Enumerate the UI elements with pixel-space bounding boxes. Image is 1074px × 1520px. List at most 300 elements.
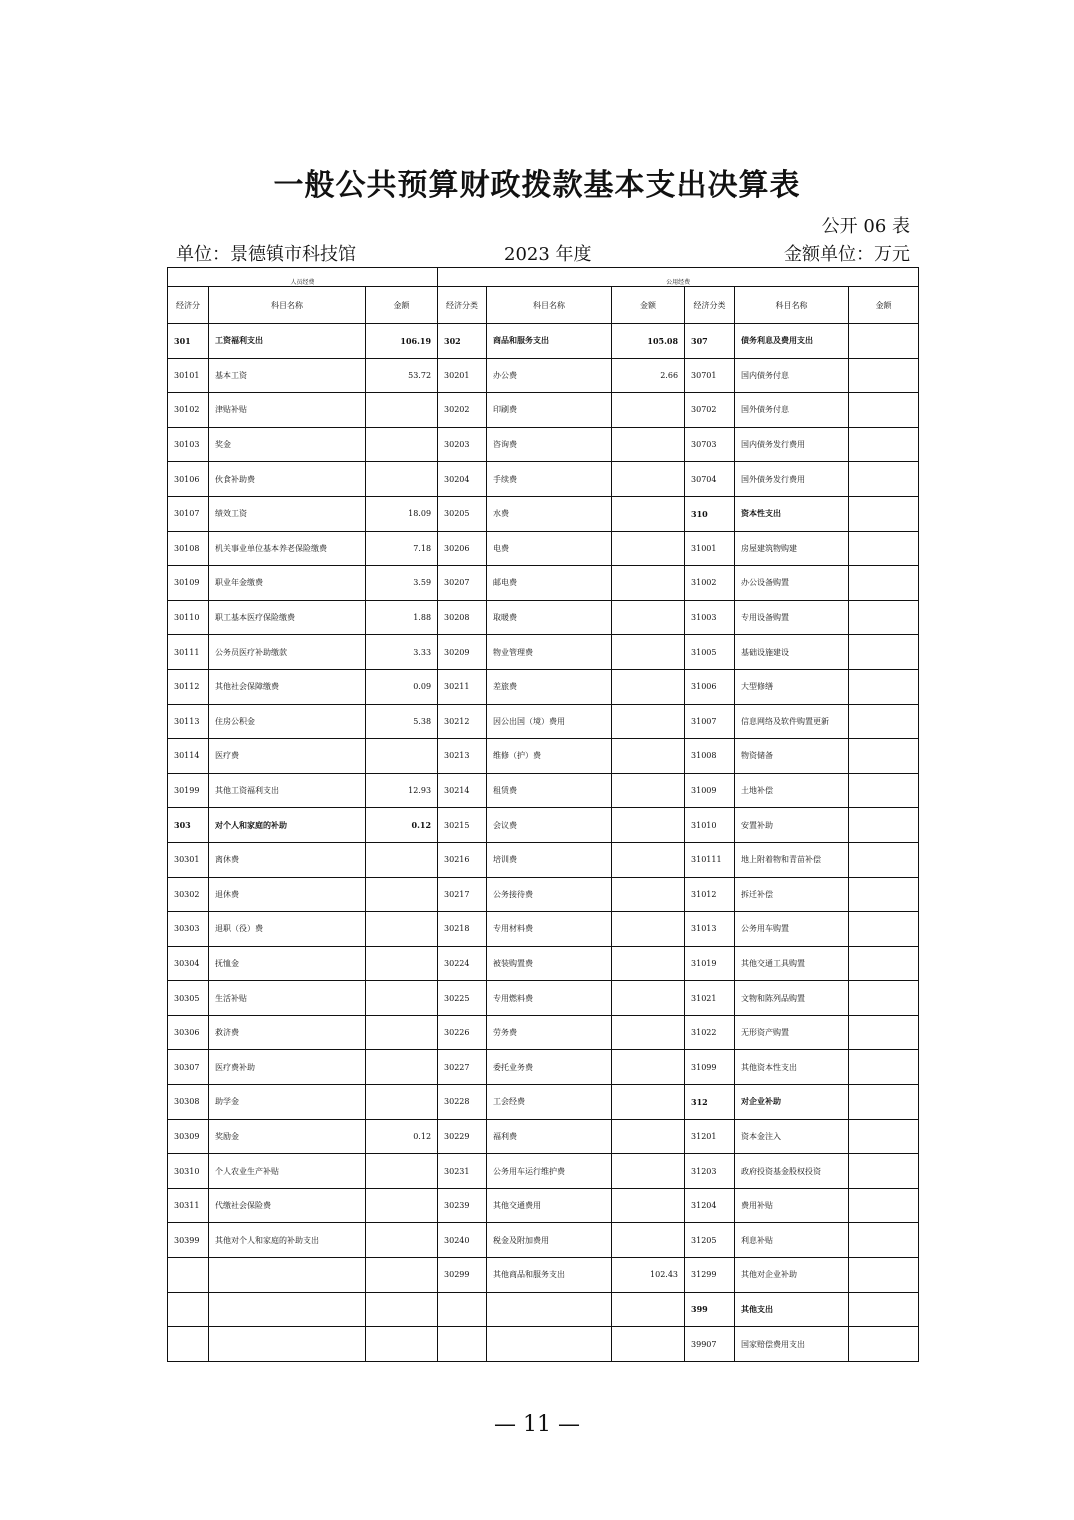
page-number: — 11 — bbox=[494, 1412, 580, 1437]
table-row bbox=[168, 1327, 919, 1362]
header-name: 科目名称 bbox=[735, 287, 849, 324]
code-cell: 30299 bbox=[438, 1258, 487, 1293]
name-cell: 安置补助 bbox=[735, 808, 849, 843]
amount-cell bbox=[849, 1085, 919, 1120]
amount-cell: 12.93 bbox=[366, 773, 438, 808]
code-cell: 30218 bbox=[438, 912, 487, 947]
name-cell bbox=[209, 1258, 366, 1293]
code-cell: 310111 bbox=[685, 842, 735, 877]
amount-cell bbox=[849, 669, 919, 704]
code-cell: 30208 bbox=[438, 600, 487, 635]
amount-cell bbox=[849, 427, 919, 462]
amount-cell: 53.72 bbox=[366, 358, 438, 393]
group-personnel: 人员经费 bbox=[168, 268, 438, 287]
amount-cell bbox=[849, 358, 919, 393]
amount-cell bbox=[849, 531, 919, 566]
header-code: 经济分 bbox=[168, 287, 209, 324]
code-cell: 30309 bbox=[168, 1119, 209, 1154]
code-cell: 30110 bbox=[168, 600, 209, 635]
name-cell: 机关事业单位基本养老保险缴费 bbox=[209, 531, 366, 566]
amount-cell bbox=[366, 427, 438, 462]
name-cell: 其他资本性支出 bbox=[735, 1050, 849, 1085]
name-cell: 其他工资福利支出 bbox=[209, 773, 366, 808]
amount-cell bbox=[612, 1119, 685, 1154]
name-cell: 无形资产购置 bbox=[735, 1015, 849, 1050]
code-cell: 30229 bbox=[438, 1119, 487, 1154]
code-cell: 31012 bbox=[685, 877, 735, 912]
name-cell: 工资福利支出 bbox=[209, 324, 366, 359]
amount-cell bbox=[612, 981, 685, 1016]
amount-cell bbox=[366, 393, 438, 428]
code-cell: 30213 bbox=[438, 739, 487, 774]
header-name: 科目名称 bbox=[209, 287, 366, 324]
code-cell: 30214 bbox=[438, 773, 487, 808]
name-cell: 其他社会保障缴费 bbox=[209, 669, 366, 704]
code-cell: 30109 bbox=[168, 566, 209, 601]
amount-cell bbox=[849, 877, 919, 912]
table-row bbox=[168, 600, 919, 635]
name-cell: 对企业补助 bbox=[735, 1085, 849, 1120]
table-row bbox=[168, 1292, 919, 1327]
code-cell: 30217 bbox=[438, 877, 487, 912]
name-cell: 维修（护）费 bbox=[487, 739, 612, 774]
amount-cell bbox=[612, 1050, 685, 1085]
code-cell: 31007 bbox=[685, 704, 735, 739]
code-cell: 30103 bbox=[168, 427, 209, 462]
group-public: 公用经费 bbox=[438, 268, 919, 287]
name-cell: 培训费 bbox=[487, 842, 612, 877]
table-row bbox=[168, 1085, 919, 1120]
amount-cell bbox=[612, 842, 685, 877]
code-cell: 30101 bbox=[168, 358, 209, 393]
code-cell: 30239 bbox=[438, 1188, 487, 1223]
code-cell: 31008 bbox=[685, 739, 735, 774]
header-code: 经济分类 bbox=[438, 287, 487, 324]
code-cell: 31010 bbox=[685, 808, 735, 843]
name-cell: 伙食补助费 bbox=[209, 462, 366, 497]
name-cell: 取暖费 bbox=[487, 600, 612, 635]
code-cell: 31009 bbox=[685, 773, 735, 808]
amount-cell bbox=[612, 427, 685, 462]
header-code: 经济分类 bbox=[685, 287, 735, 324]
table-row bbox=[168, 1119, 919, 1154]
amount-cell bbox=[849, 635, 919, 670]
fiscal-year: 2023 年度 bbox=[504, 244, 592, 265]
code-cell: 30212 bbox=[438, 704, 487, 739]
amount-cell bbox=[612, 566, 685, 601]
code-cell: 30304 bbox=[168, 946, 209, 981]
code-cell: 307 bbox=[685, 324, 735, 359]
amount-cell bbox=[366, 739, 438, 774]
amount-cell bbox=[366, 1223, 438, 1258]
unit-label: 单位：景德镇市科技馆 bbox=[176, 244, 356, 265]
budget-table bbox=[167, 267, 919, 1362]
code-cell: 31099 bbox=[685, 1050, 735, 1085]
amount-cell bbox=[849, 981, 919, 1016]
name-cell: 办公费 bbox=[487, 358, 612, 393]
amount-cell bbox=[612, 462, 685, 497]
code-cell: 30225 bbox=[438, 981, 487, 1016]
amount-cell: 2.66 bbox=[612, 358, 685, 393]
code-cell: 301 bbox=[168, 324, 209, 359]
amount-cell bbox=[612, 1154, 685, 1189]
amount-cell bbox=[849, 1258, 919, 1293]
amount-cell bbox=[366, 946, 438, 981]
table-row bbox=[168, 773, 919, 808]
table-row bbox=[168, 1154, 919, 1189]
name-cell: 代缴社会保险费 bbox=[209, 1188, 366, 1223]
amount-cell bbox=[612, 1015, 685, 1050]
amount-cell: 105.08 bbox=[612, 324, 685, 359]
table-row bbox=[168, 566, 919, 601]
amount-cell bbox=[849, 393, 919, 428]
amount-cell bbox=[849, 1154, 919, 1189]
name-cell: 国家赔偿费用支出 bbox=[735, 1327, 849, 1362]
amount-cell bbox=[849, 1188, 919, 1223]
amount-cell bbox=[612, 496, 685, 531]
code-cell bbox=[438, 1327, 487, 1362]
name-cell bbox=[209, 1292, 366, 1327]
code-cell bbox=[438, 1292, 487, 1327]
amount-cell bbox=[366, 1292, 438, 1327]
amount-cell: 5.38 bbox=[366, 704, 438, 739]
name-cell: 利息补贴 bbox=[735, 1223, 849, 1258]
code-cell: 30226 bbox=[438, 1015, 487, 1050]
table-row bbox=[168, 669, 919, 704]
amount-cell bbox=[849, 600, 919, 635]
amount-cell bbox=[366, 1085, 438, 1120]
name-cell: 委托业务费 bbox=[487, 1050, 612, 1085]
name-cell: 对个人和家庭的补助 bbox=[209, 808, 366, 843]
name-cell: 救济费 bbox=[209, 1015, 366, 1050]
name-cell: 债务利息及费用支出 bbox=[735, 324, 849, 359]
amount-cell bbox=[366, 912, 438, 947]
code-cell: 30216 bbox=[438, 842, 487, 877]
code-cell: 39907 bbox=[685, 1327, 735, 1362]
code-cell: 31203 bbox=[685, 1154, 735, 1189]
code-cell: 30311 bbox=[168, 1188, 209, 1223]
amount-cell: 0.09 bbox=[366, 669, 438, 704]
amount-cell: 0.12 bbox=[366, 1119, 438, 1154]
code-cell bbox=[168, 1292, 209, 1327]
name-cell: 专用材料费 bbox=[487, 912, 612, 947]
code-cell: 30307 bbox=[168, 1050, 209, 1085]
name-cell: 抚恤金 bbox=[209, 946, 366, 981]
header-amount: 金额 bbox=[849, 287, 919, 324]
name-cell: 奖励金 bbox=[209, 1119, 366, 1154]
name-cell: 其他对企业补助 bbox=[735, 1258, 849, 1293]
name-cell: 土地补偿 bbox=[735, 773, 849, 808]
name-cell: 手续费 bbox=[487, 462, 612, 497]
page-title: 一般公共预算财政拨款基本支出决算表 bbox=[273, 168, 801, 203]
amount-cell bbox=[366, 877, 438, 912]
amount-cell bbox=[366, 1015, 438, 1050]
code-cell: 30308 bbox=[168, 1085, 209, 1120]
code-cell: 30302 bbox=[168, 877, 209, 912]
name-cell: 住房公积金 bbox=[209, 704, 366, 739]
amount-cell bbox=[849, 704, 919, 739]
code-cell: 30301 bbox=[168, 842, 209, 877]
name-cell: 物资储备 bbox=[735, 739, 849, 774]
name-cell: 工会经费 bbox=[487, 1085, 612, 1120]
name-cell: 国内债务发行费用 bbox=[735, 427, 849, 462]
table-row bbox=[168, 1258, 919, 1293]
amount-cell bbox=[849, 808, 919, 843]
form-number: 公开 06 表 bbox=[821, 216, 910, 237]
amount-cell bbox=[366, 1258, 438, 1293]
name-cell: 奖金 bbox=[209, 427, 366, 462]
name-cell: 其他交通工具购置 bbox=[735, 946, 849, 981]
amount-cell: 3.33 bbox=[366, 635, 438, 670]
amount-cell: 18.09 bbox=[366, 496, 438, 531]
name-cell: 被装购置费 bbox=[487, 946, 612, 981]
name-cell: 政府投资基金股权投资 bbox=[735, 1154, 849, 1189]
code-cell: 30206 bbox=[438, 531, 487, 566]
code-cell: 30231 bbox=[438, 1154, 487, 1189]
name-cell: 邮电费 bbox=[487, 566, 612, 601]
amount-cell bbox=[612, 773, 685, 808]
name-cell: 文物和陈列品购置 bbox=[735, 981, 849, 1016]
table-row bbox=[168, 808, 919, 843]
name-cell: 地上附着物和青苗补偿 bbox=[735, 842, 849, 877]
code-cell: 30305 bbox=[168, 981, 209, 1016]
code-cell: 31001 bbox=[685, 531, 735, 566]
amount-cell bbox=[849, 739, 919, 774]
table-row bbox=[168, 704, 919, 739]
name-cell: 专用设备购置 bbox=[735, 600, 849, 635]
amount-cell bbox=[612, 808, 685, 843]
amount-cell: 0.12 bbox=[366, 808, 438, 843]
code-cell: 30108 bbox=[168, 531, 209, 566]
code-cell: 30107 bbox=[168, 496, 209, 531]
code-cell: 30111 bbox=[168, 635, 209, 670]
name-cell: 国外债务发行费用 bbox=[735, 462, 849, 497]
table-row bbox=[168, 1050, 919, 1085]
amount-cell bbox=[849, 462, 919, 497]
amount-cell bbox=[366, 462, 438, 497]
amount-cell bbox=[849, 1050, 919, 1085]
table-row bbox=[168, 427, 919, 462]
name-cell: 资本金注入 bbox=[735, 1119, 849, 1154]
code-cell: 31005 bbox=[685, 635, 735, 670]
table-row bbox=[168, 635, 919, 670]
name-cell bbox=[487, 1292, 612, 1327]
code-cell: 30215 bbox=[438, 808, 487, 843]
code-cell: 30209 bbox=[438, 635, 487, 670]
amount-cell bbox=[612, 531, 685, 566]
table-row bbox=[168, 531, 919, 566]
code-cell: 30199 bbox=[168, 773, 209, 808]
name-cell: 因公出国（境）费用 bbox=[487, 704, 612, 739]
name-cell: 公务接待费 bbox=[487, 877, 612, 912]
table-row bbox=[168, 358, 919, 393]
table-row bbox=[168, 877, 919, 912]
amount-cell bbox=[612, 877, 685, 912]
name-cell: 其他交通费用 bbox=[487, 1188, 612, 1223]
name-cell: 差旅费 bbox=[487, 669, 612, 704]
code-cell: 31022 bbox=[685, 1015, 735, 1050]
name-cell: 其他商品和服务支出 bbox=[487, 1258, 612, 1293]
name-cell bbox=[209, 1327, 366, 1362]
amount-cell bbox=[366, 1154, 438, 1189]
code-cell: 31013 bbox=[685, 912, 735, 947]
amount-cell bbox=[849, 1327, 919, 1362]
code-cell: 30703 bbox=[685, 427, 735, 462]
name-cell: 退休费 bbox=[209, 877, 366, 912]
table-row bbox=[168, 324, 919, 359]
code-cell: 31299 bbox=[685, 1258, 735, 1293]
code-cell bbox=[168, 1327, 209, 1362]
table-row bbox=[168, 1223, 919, 1258]
header-name: 科目名称 bbox=[487, 287, 612, 324]
code-cell: 31006 bbox=[685, 669, 735, 704]
code-cell: 31021 bbox=[685, 981, 735, 1016]
table-row bbox=[168, 462, 919, 497]
name-cell: 费用补贴 bbox=[735, 1188, 849, 1223]
code-cell: 30306 bbox=[168, 1015, 209, 1050]
name-cell: 基础设施建设 bbox=[735, 635, 849, 670]
table-row bbox=[168, 946, 919, 981]
header-amount: 金额 bbox=[366, 287, 438, 324]
table-row bbox=[168, 842, 919, 877]
name-cell: 国外债务付息 bbox=[735, 393, 849, 428]
amount-cell bbox=[849, 324, 919, 359]
name-cell: 公务员医疗补助缴款 bbox=[209, 635, 366, 670]
name-cell: 津贴补贴 bbox=[209, 393, 366, 428]
amount-cell: 106.19 bbox=[366, 324, 438, 359]
code-cell: 31205 bbox=[685, 1223, 735, 1258]
code-cell: 30205 bbox=[438, 496, 487, 531]
code-cell: 30202 bbox=[438, 393, 487, 428]
amount-cell bbox=[849, 496, 919, 531]
name-cell: 基本工资 bbox=[209, 358, 366, 393]
amount-cell: 1.88 bbox=[366, 600, 438, 635]
table-row bbox=[168, 739, 919, 774]
amount-cell bbox=[612, 946, 685, 981]
name-cell: 助学金 bbox=[209, 1085, 366, 1120]
amount-cell bbox=[612, 669, 685, 704]
code-cell: 310 bbox=[685, 496, 735, 531]
amount-cell bbox=[612, 739, 685, 774]
name-cell: 退职（役）费 bbox=[209, 912, 366, 947]
amount-cell bbox=[366, 1327, 438, 1362]
amount-cell bbox=[849, 1119, 919, 1154]
amount-cell bbox=[849, 1015, 919, 1050]
code-cell: 30106 bbox=[168, 462, 209, 497]
amount-cell bbox=[849, 773, 919, 808]
table-row bbox=[168, 1188, 919, 1223]
amount-cell bbox=[612, 1327, 685, 1362]
code-cell: 31204 bbox=[685, 1188, 735, 1223]
amount-cell bbox=[612, 1085, 685, 1120]
code-cell bbox=[168, 1258, 209, 1293]
amount-cell bbox=[849, 1223, 919, 1258]
name-cell bbox=[487, 1327, 612, 1362]
amount-cell bbox=[612, 912, 685, 947]
name-cell: 劳务费 bbox=[487, 1015, 612, 1050]
code-cell: 30240 bbox=[438, 1223, 487, 1258]
code-cell: 31002 bbox=[685, 566, 735, 601]
amount-cell bbox=[366, 1050, 438, 1085]
name-cell: 离休费 bbox=[209, 842, 366, 877]
name-cell: 生活补贴 bbox=[209, 981, 366, 1016]
name-cell: 福利费 bbox=[487, 1119, 612, 1154]
name-cell: 其他对个人和家庭的补助支出 bbox=[209, 1223, 366, 1258]
amount-cell bbox=[366, 981, 438, 1016]
name-cell: 印刷费 bbox=[487, 393, 612, 428]
name-cell: 商品和服务支出 bbox=[487, 324, 612, 359]
code-cell: 302 bbox=[438, 324, 487, 359]
name-cell: 国内债务付息 bbox=[735, 358, 849, 393]
amount-cell bbox=[612, 704, 685, 739]
name-cell: 公务用车购置 bbox=[735, 912, 849, 947]
name-cell: 物业管理费 bbox=[487, 635, 612, 670]
code-cell: 30227 bbox=[438, 1050, 487, 1085]
table-row bbox=[168, 981, 919, 1016]
amount-cell bbox=[849, 1292, 919, 1327]
name-cell: 医疗费补助 bbox=[209, 1050, 366, 1085]
name-cell: 专用燃料费 bbox=[487, 981, 612, 1016]
name-cell: 职工基本医疗保险缴费 bbox=[209, 600, 366, 635]
code-cell: 303 bbox=[168, 808, 209, 843]
amount-cell bbox=[612, 393, 685, 428]
code-cell: 31019 bbox=[685, 946, 735, 981]
code-cell: 30704 bbox=[685, 462, 735, 497]
name-cell: 个人农业生产补贴 bbox=[209, 1154, 366, 1189]
code-cell: 30701 bbox=[685, 358, 735, 393]
code-cell: 30204 bbox=[438, 462, 487, 497]
name-cell: 医疗费 bbox=[209, 739, 366, 774]
code-cell: 30228 bbox=[438, 1085, 487, 1120]
code-cell: 30113 bbox=[168, 704, 209, 739]
name-cell: 咨询费 bbox=[487, 427, 612, 462]
amount-cell bbox=[612, 600, 685, 635]
code-cell: 30112 bbox=[168, 669, 209, 704]
code-cell: 30102 bbox=[168, 393, 209, 428]
amount-cell bbox=[612, 1188, 685, 1223]
amount-cell bbox=[612, 1292, 685, 1327]
amount-cell bbox=[612, 1223, 685, 1258]
code-cell: 30211 bbox=[438, 669, 487, 704]
name-cell: 电费 bbox=[487, 531, 612, 566]
amount-cell bbox=[366, 1188, 438, 1223]
code-cell: 31003 bbox=[685, 600, 735, 635]
name-cell: 公务用车运行维护费 bbox=[487, 1154, 612, 1189]
name-cell: 水费 bbox=[487, 496, 612, 531]
table-row bbox=[168, 912, 919, 947]
amount-cell: 3.59 bbox=[366, 566, 438, 601]
code-cell: 30702 bbox=[685, 393, 735, 428]
name-cell: 拆迁补偿 bbox=[735, 877, 849, 912]
amount-cell bbox=[849, 842, 919, 877]
name-cell: 会议费 bbox=[487, 808, 612, 843]
code-cell: 312 bbox=[685, 1085, 735, 1120]
table-row bbox=[168, 496, 919, 531]
header-amount: 金额 bbox=[612, 287, 685, 324]
name-cell: 绩效工资 bbox=[209, 496, 366, 531]
table-row bbox=[168, 393, 919, 428]
amount-unit: 金额单位：万元 bbox=[784, 244, 910, 265]
code-cell: 30224 bbox=[438, 946, 487, 981]
name-cell: 职业年金缴费 bbox=[209, 566, 366, 601]
code-cell: 31201 bbox=[685, 1119, 735, 1154]
code-cell: 30114 bbox=[168, 739, 209, 774]
name-cell: 信息网络及软件购置更新 bbox=[735, 704, 849, 739]
code-cell: 30310 bbox=[168, 1154, 209, 1189]
amount-cell bbox=[366, 842, 438, 877]
amount-cell bbox=[849, 946, 919, 981]
code-cell: 30201 bbox=[438, 358, 487, 393]
